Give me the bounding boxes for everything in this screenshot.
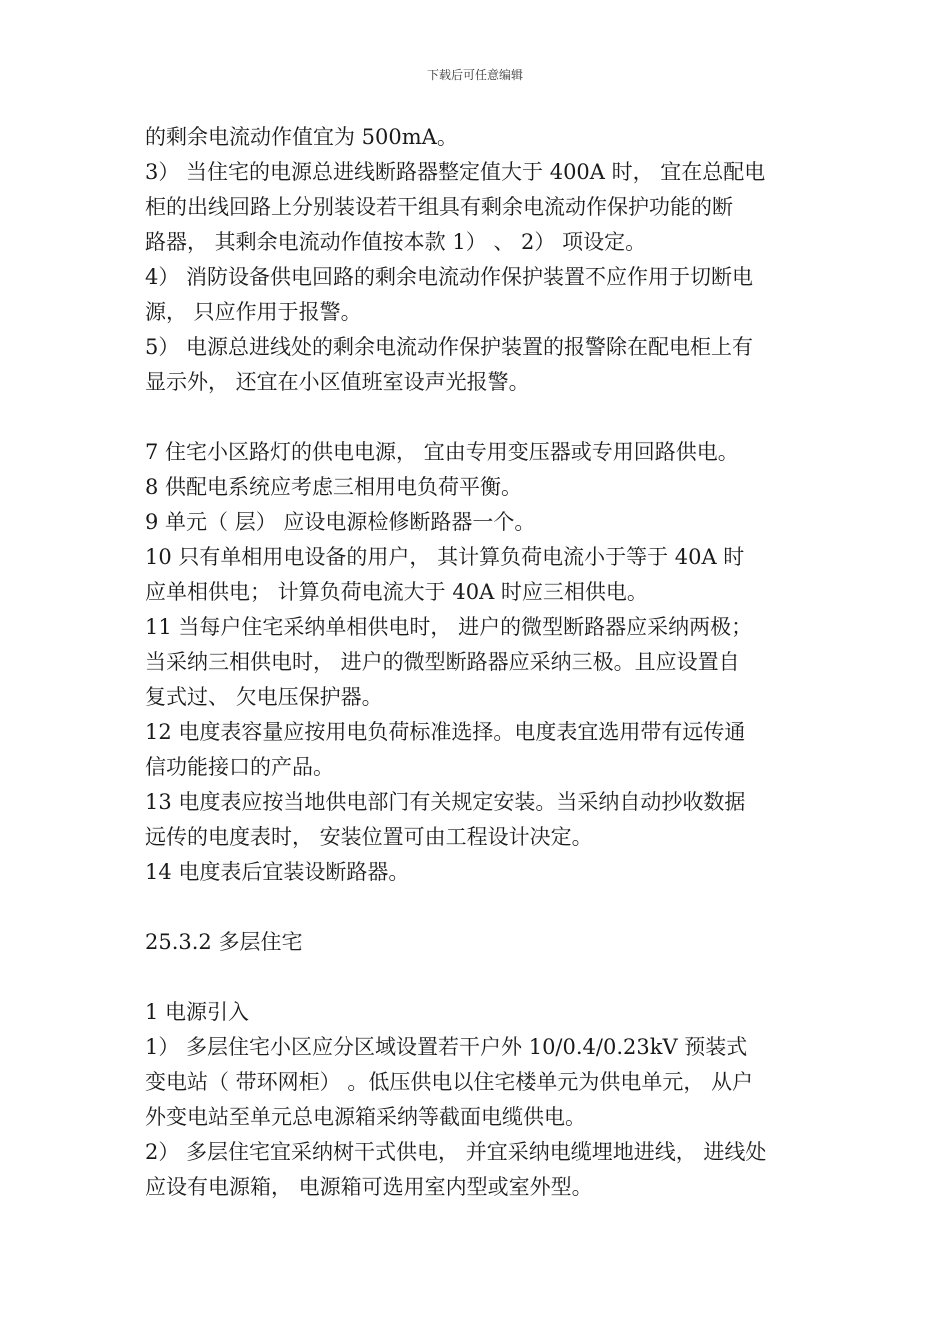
text-line: 柜的出线回路上分别装设若干组具有剩余电流动作保护功能的断 — [145, 195, 733, 219]
text-line: 14 电度表后宜装设断路器。 — [145, 860, 410, 884]
text-line: 7 住宅小区路灯的供电电源， 宜由专用变压器或专用回路供电。 — [145, 440, 739, 464]
text-line: 11 当每户住宅采纳单相供电时， 进户的微型断路器应采纳两极； — [145, 615, 753, 639]
text-line: 5） 电源总进线处的剩余电流动作保护装置的报警除在配电柜上有 — [145, 335, 754, 359]
text-line: 1 电源引入 — [145, 1000, 250, 1024]
text-line: 8 供配电系统应考虑三相用电负荷平衡。 — [145, 475, 523, 499]
text-line: 应设有电源箱， 电源箱可选用室内型或室外型。 — [145, 1175, 593, 1199]
document-body — [145, 120, 815, 1205]
text-line: 的剩余电流动作值宜为 500mA。 — [145, 125, 458, 149]
text-line: 信功能接口的产品。 — [145, 755, 334, 779]
text-line: 远传的电度表时， 安装位置可由工程设计决定。 — [145, 825, 593, 849]
text-line: 13 电度表应按当地供电部门有关规定安装。当采纳自动抄收数据 — [145, 790, 746, 814]
text-line: 源， 只应作用于报警。 — [145, 300, 362, 324]
page-header: 下载后可任意编辑 — [426, 68, 523, 82]
text-line: 1） 多层住宅小区应分区域设置若干户外 10/0.4/0.23kV 预装式 — [145, 1035, 748, 1059]
text-line: 9 单元（ 层） 应设电源检修断路器一个。 — [145, 510, 536, 534]
text-line: 12 电度表容量应按用电负荷标准选择。电度表宜选用带有远传通 — [145, 720, 746, 744]
blank-line — [145, 960, 815, 995]
text-line: 当采纳三相供电时， 进户的微型断路器应采纳三极。且应设置自 — [145, 650, 740, 674]
text-line: 2） 多层住宅宜采纳树干式供电， 并宜采纳电缆埋地进线， 进线处 — [145, 1140, 767, 1164]
text-line: 变电站（ 带环网柜） 。低压供电以住宅楼单元为供电单元， 从户 — [145, 1070, 754, 1094]
text-line: 应单相供电； 计算负荷电流大于 40A 时应三相供电。 — [145, 580, 648, 604]
text-line: 3） 当住宅的电源总进线断路器整定值大于 400A 时， 宜在总配电 — [145, 160, 766, 184]
text-line: 10 只有单相用电设备的用户， 其计算负荷电流小于等于 40A 时 — [145, 545, 745, 569]
text-line: 4） 消防设备供电回路的剩余电流动作保护装置不应作用于切断电 — [145, 265, 754, 289]
blank-line — [145, 400, 815, 435]
text-line: 外变电站至单元总电源箱采纳等截面电缆供电。 — [145, 1105, 586, 1129]
text-line: 显示外， 还宜在小区值班室设声光报警。 — [145, 370, 530, 394]
text-line: 复式过、 欠电压保护器。 — [145, 685, 383, 709]
section-heading: 25.3.2 多层住宅 — [145, 930, 303, 954]
text-line: 路器， 其剩余电流动作值按本款 1） 、 2） 项设定。 — [145, 230, 647, 254]
blank-line — [145, 890, 815, 925]
